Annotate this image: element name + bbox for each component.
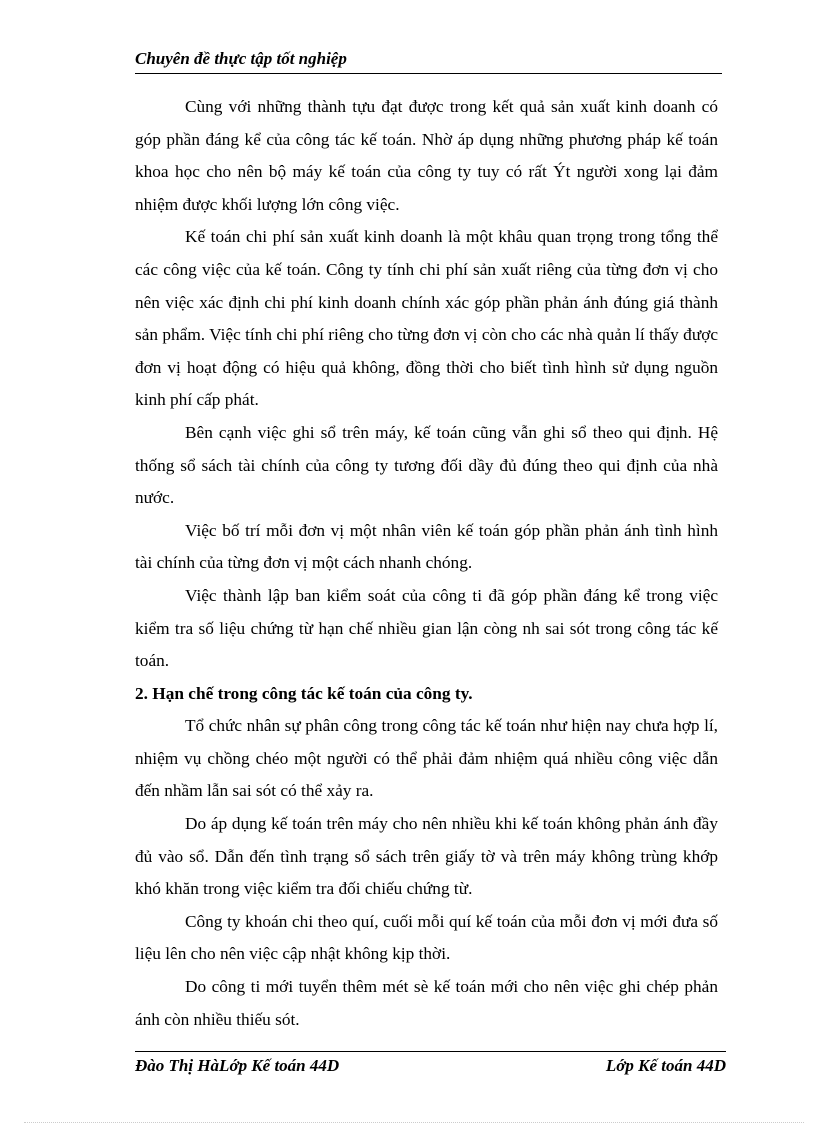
- paragraph: Cùng với những thành tựu đạt được trong kết quả sản xuất kinh doanh có góp phần đáng kể của công tác kế toán. Nhờ áp dụng những phương pháp kế toán khoa học cho nên bộ máy kế toán của công ty tuy có rất Ýt người xong lại đảm nhiệm được khối lượng lớn công việc.: [135, 97, 718, 214]
- footer-class: Lớp Kế toán 44D: [605, 1056, 726, 1075]
- paragraph: Bên cạnh việc ghi sổ trên máy, kế toán cũng vẫn ghi sổ theo qui định. Hệ thống sổ sách tài chính của công ty tương đối dầy đủ đúng theo qui định của nhà nước.: [135, 422, 718, 508]
- paragraph: Do công ti mới tuyển thêm mét sè kế toán mới cho nên việc ghi chép phản ánh còn nhiều thiếu sót.: [135, 977, 718, 1029]
- paragraph: Tổ chức nhân sự phân công trong công tác kế toán như hiện nay chưa hợp lí, nhiệm vụ chồng chéo một người có thể phải đảm nhiệm quá nhiều công việc dẫn đến nhầm lẫn sai sót có thể xảy ra.: [135, 716, 718, 801]
- paragraph: Kế toán chi phí sản xuất kinh doanh là một khâu quan trọng trong tổng thể các công việc của kế toán. Công ty tính chi phí sản xuất riêng của từng đơn vị cho nên việc xác định chi phí kinh doanh chính xác góp phần phản ánh đúng giá thành sản phẩm. Việc tính chi phí riêng cho từng đơn vị còn cho các nhà quản lí thấy được đơn vị hoạt động có hiệu quả không, đồng thời cho biết tình hình sử dụng nguồn kinh phí cấp phát.: [135, 227, 718, 410]
- paragraph: Công ty khoán chi theo quí, cuối mỗi quí kế toán của mỗi đơn vị mới đưa số liệu lên cho nên việc cập nhật không kịp thời.: [135, 911, 718, 964]
- page-header: [135, 47, 722, 74]
- paragraph: Việc thành lập ban kiểm soát của công ti đã góp phần đáng kể trong việc kiểm tra số liệu chứng từ hạn chế nhiều gian lận còng nh sai sót trong công tác kế toán.: [135, 585, 718, 671]
- document-body: [135, 91, 718, 1036]
- section-heading: 2. Hạn chế trong công tác kế toán của công ty.: [135, 683, 473, 703]
- footer-author: Đào Thị HàLớp Kế toán 44D: [135, 1056, 340, 1075]
- paragraph: Do áp dụng kế toán trên máy cho nên nhiều khi kế toán không phản ánh đầy đủ vào sổ. Dẫn đến tình trạng sổ sách trên giấy tờ và trên máy không trùng khớp khó khăn trong việc kiểm tra đối chiếu chứng từ.: [135, 814, 718, 899]
- page-footer: [135, 1051, 726, 1082]
- header-title: Chuyên đề thực tập tốt nghiệp: [135, 49, 347, 68]
- paragraph: Việc bố trí mỗi đơn vị một nhân viên kế toán góp phần phản ánh tình hình tài chính của từng đơn vị một cách nhanh chóng.: [135, 520, 718, 573]
